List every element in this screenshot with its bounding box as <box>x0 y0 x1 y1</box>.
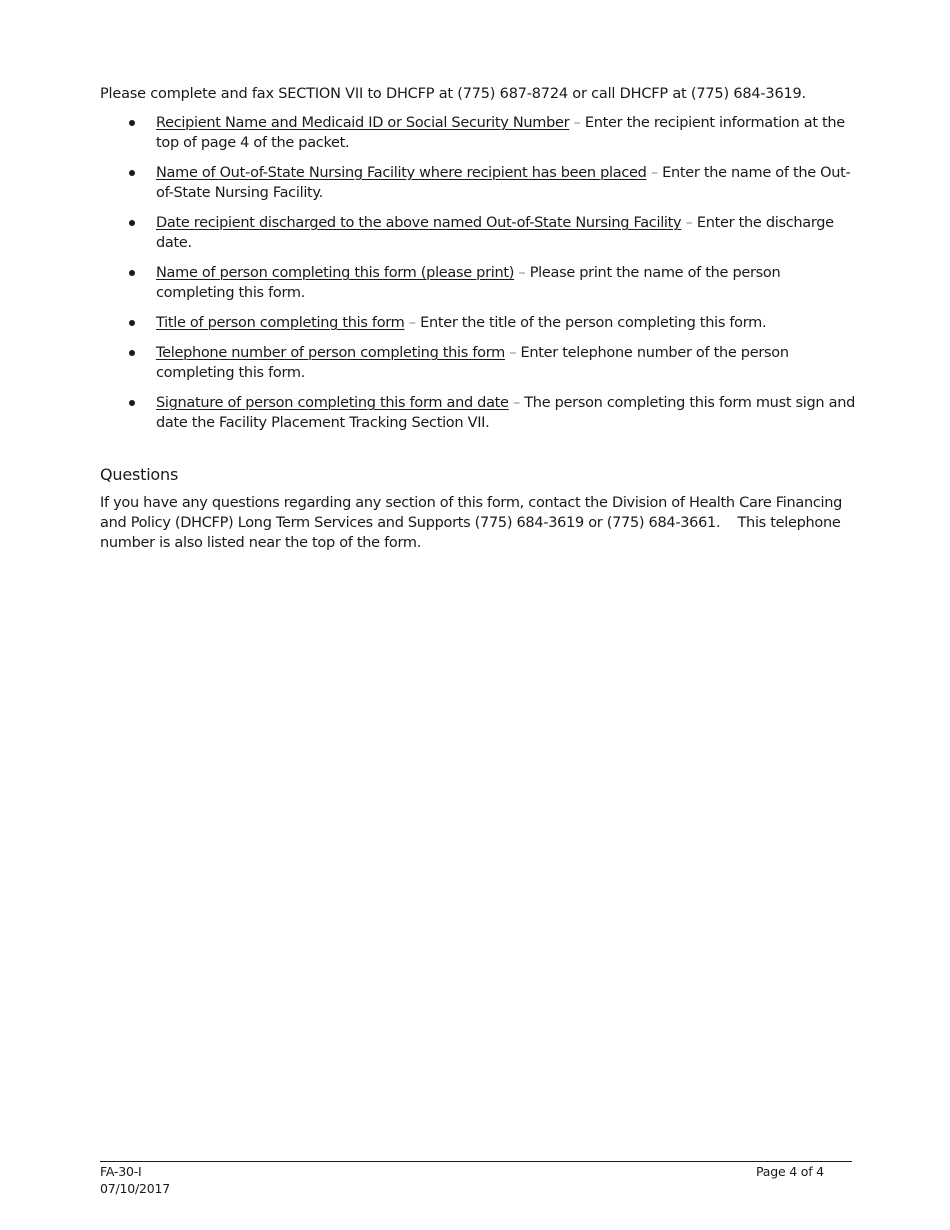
instruction-item-person-title <box>100 313 860 333</box>
bullet-icon <box>129 350 135 356</box>
instruction-item-discharge-date <box>100 213 860 253</box>
field-name: Signature of person completing this form and date <box>156 395 509 411</box>
instruction-item-signature <box>100 393 860 433</box>
field-name: Date recipient discharged to the above named Out-of-State Nursing Facility <box>156 215 682 231</box>
field-instruction: Enter the name of the Out-of-State Nursing Facility. <box>156 165 851 201</box>
footer-divider <box>100 1161 852 1162</box>
dash-separator: – <box>681 215 697 231</box>
field-name: Title of person completing this form <box>156 315 405 331</box>
field-name: Name of Out-of-State Nursing Facility where recipient has been placed <box>156 165 647 181</box>
field-instruction: The person completing this form must sign and date the Facility Placement Tracking Section VII. <box>156 395 855 431</box>
form-date: 07/10/2017 <box>100 1181 171 1196</box>
instruction-item-facility-name <box>100 163 860 203</box>
bullet-icon <box>129 120 135 126</box>
instruction-item-telephone <box>100 343 860 383</box>
questions-heading: Questions <box>100 465 179 484</box>
instruction-list <box>100 113 860 443</box>
field-instruction: Enter the discharge date. <box>156 215 834 251</box>
field-instruction: Enter the recipient information at the top of page 4 of the packet. <box>156 115 845 151</box>
dash-separator: – <box>646 165 663 181</box>
field-name: Recipient Name and Medicaid ID or Social Security Number <box>156 115 570 131</box>
intro-instructions: Please complete and fax SECTION VII to DHCFP at (775) 687-8724 or call DHCFP at (775) 684-3619. <box>100 86 806 102</box>
field-instruction: Enter the title of the person completing this form. <box>420 315 767 331</box>
dash-separator: – <box>504 345 521 361</box>
instruction-item-recipient <box>100 113 860 153</box>
field-name: Name of person completing this form (please print) <box>156 265 515 281</box>
page-number: Page 4 of 4 <box>756 1164 824 1179</box>
bullet-icon <box>129 220 135 226</box>
dash-separator: – <box>569 115 585 131</box>
bullet-icon <box>129 320 135 326</box>
form-id: FA-30-I <box>100 1164 142 1179</box>
field-instruction: Please print the name of the person completing this form. <box>156 265 781 301</box>
dash-separator: – <box>514 265 530 281</box>
field-instruction: Enter telephone number of the person completing this form. <box>156 345 789 381</box>
questions-body: If you have any questions regarding any section of this form, contact the Division of Health Care Financing and Policy (DHCFP) Long Term Services and Supports (775) 684-3619 or (775) 684-3661. This telephone number is also listed near the top of the form. <box>100 495 847 551</box>
dash-separator: – <box>508 395 525 411</box>
bullet-icon <box>129 270 135 276</box>
bullet-icon <box>129 400 135 406</box>
instruction-item-person-name <box>100 263 860 303</box>
field-name: Telephone number of person completing this form <box>156 345 505 361</box>
bullet-icon <box>129 170 135 176</box>
dash-separator: – <box>404 315 421 331</box>
footer-form-info <box>100 1163 170 1197</box>
